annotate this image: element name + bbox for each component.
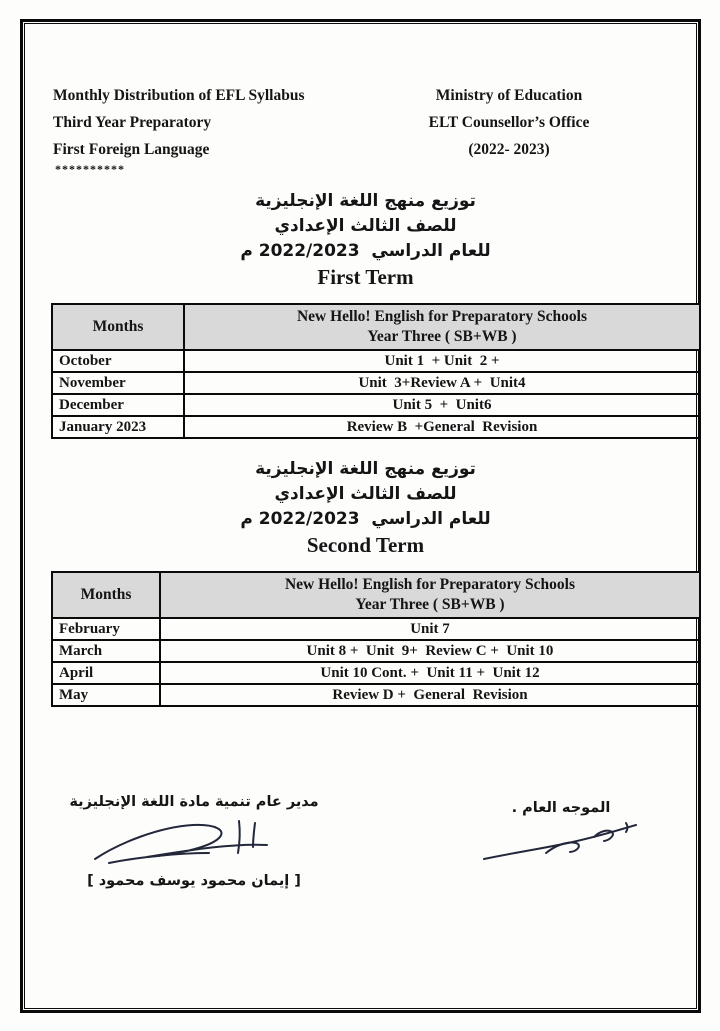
- units-cell: Unit 10 Cont. + Unit 11 + Unit 12: [160, 662, 700, 684]
- header-right-line-3: (2022- 2023): [468, 141, 550, 158]
- months-column-header: Months: [52, 304, 184, 350]
- units-cell: Review D + General Revision: [160, 684, 700, 706]
- month-cell: April: [52, 662, 160, 684]
- page-border-frame: [20, 19, 701, 1013]
- counsellor-title: الموجه العام .: [511, 800, 611, 816]
- units-cell: Unit 7: [160, 618, 700, 640]
- director-signature-block: [69, 791, 319, 889]
- first-term-title-block: [47, 189, 684, 291]
- months-column-header: Months: [52, 572, 160, 618]
- table-row: [52, 350, 700, 372]
- course-header-line-2: Year Three ( SB+WB ): [355, 596, 505, 613]
- units-cell: Unit 8 + Unit 9+ Review C + Unit 10: [160, 640, 700, 662]
- arabic-title-line-1: توزيع منهج اللغة الإنجليزية: [255, 459, 476, 479]
- month-cell: February: [52, 618, 160, 640]
- course-header-line-2: Year Three ( SB+WB ): [367, 328, 517, 345]
- month-cell: January 2023: [52, 416, 184, 438]
- table-row: [52, 618, 700, 640]
- counsellor-signature-icon: [476, 819, 646, 869]
- director-signature-icon: [89, 813, 299, 869]
- second-term-title-block: [47, 457, 684, 559]
- director-name: [ إيمان محمود يوسف محمود ]: [87, 873, 301, 889]
- first-term-heading: First Term: [317, 265, 414, 289]
- table-header-row: [52, 304, 700, 350]
- header-left-line-3: First Foreign Language: [53, 141, 210, 158]
- table-row: [52, 394, 700, 416]
- header-left-line-2: Third Year Preparatory: [53, 114, 212, 131]
- asterisk-divider: **********: [55, 162, 125, 176]
- director-title: مدير عام تنمية مادة اللغة الإنجليزية: [69, 794, 319, 810]
- course-column-header: [184, 304, 700, 350]
- course-header-line-1: New Hello! English for Preparatory Schools: [296, 308, 588, 325]
- second-term-heading: Second Term: [306, 533, 425, 557]
- header-left-block: [47, 82, 305, 175]
- header-right-line-2: ELT Counsellor’s Office: [428, 114, 590, 131]
- header-left-line-1: Monthly Distribution of EFL Syllabus: [53, 87, 305, 104]
- table-row: [52, 640, 700, 662]
- page-border-inner-frame: [24, 23, 697, 1009]
- counsellor-signature-block: [466, 797, 656, 889]
- table-row: [52, 684, 700, 706]
- units-cell: Unit 1 + Unit 2 +: [184, 350, 700, 372]
- table-header-row: [52, 572, 700, 618]
- month-cell: March: [52, 640, 160, 662]
- units-cell: Review B +General Revision: [184, 416, 700, 438]
- arabic-title-line-1: توزيع منهج اللغة الإنجليزية: [255, 191, 476, 211]
- arabic-title-line-3: للعام الدراسي 2022/2023 م: [240, 509, 491, 529]
- table-row: [52, 372, 700, 394]
- units-cell: Unit 3+Review A + Unit4: [184, 372, 700, 394]
- arabic-title-line-2: للصف الثالث الإعدادي: [274, 216, 457, 236]
- month-cell: November: [52, 372, 184, 394]
- table-row: [52, 416, 700, 438]
- month-cell: May: [52, 684, 160, 706]
- course-header-line-1: New Hello! English for Preparatory Schools: [284, 576, 576, 593]
- document-header: [47, 82, 684, 175]
- arabic-title-line-2: للصف الثالث الإعدادي: [274, 484, 457, 504]
- header-right-block: [394, 82, 624, 175]
- arabic-title-line-3: للعام الدراسي 2022/2023 م: [240, 241, 491, 261]
- table-row: [52, 662, 700, 684]
- month-cell: December: [52, 394, 184, 416]
- month-cell: October: [52, 350, 184, 372]
- units-cell: Unit 5 + Unit6: [184, 394, 700, 416]
- course-column-header: [160, 572, 700, 618]
- second-term-table: [51, 571, 701, 707]
- signatures-section: [47, 791, 684, 889]
- header-right-line-1: Ministry of Education: [435, 87, 583, 104]
- first-term-table: [51, 303, 701, 439]
